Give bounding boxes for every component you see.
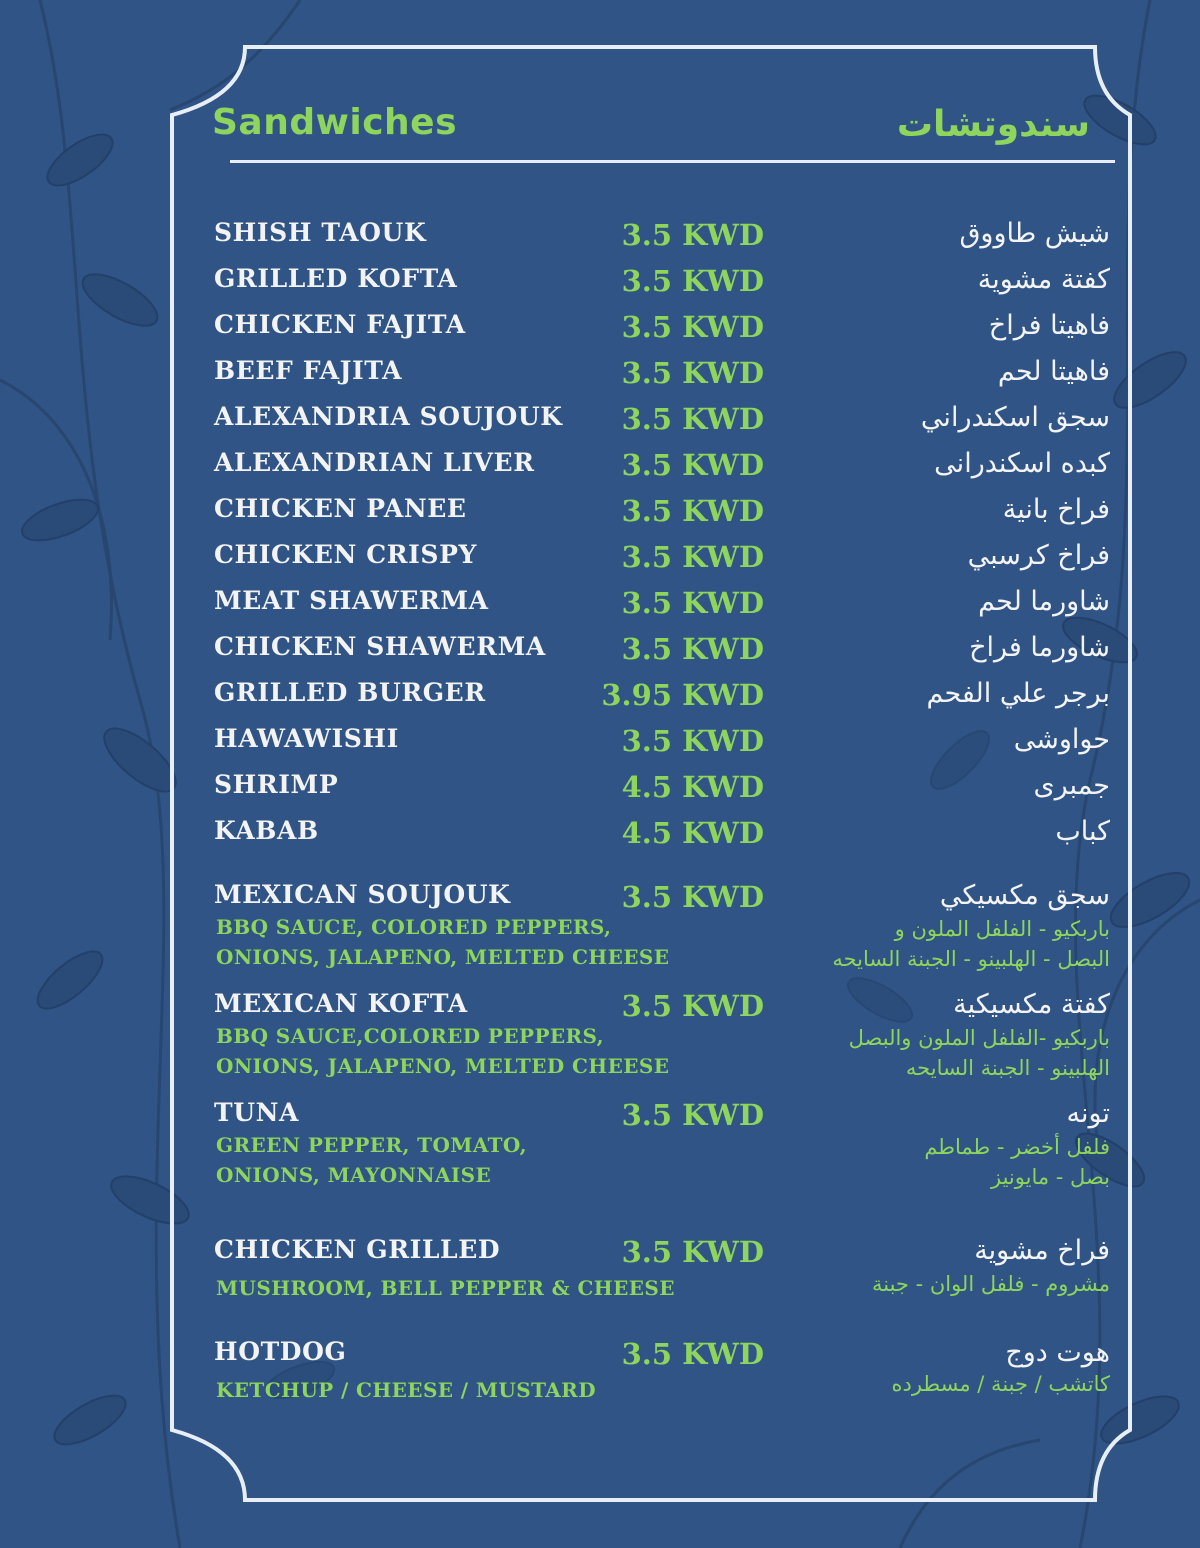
item-name-ar: سجق مكسيكي <box>939 880 1110 911</box>
item-price: 3.5 KWD <box>621 1098 764 1132</box>
section-title-en: Sandwiches <box>212 102 458 143</box>
description-line: باربكيو - الفلفل الملون و <box>894 917 1110 941</box>
item-name-ar: كبده اسكندرانى <box>934 448 1110 479</box>
item-price: 3.5 KWD <box>621 448 764 482</box>
item-name-ar: شاورما لحم <box>978 586 1110 617</box>
item-description-en <box>216 1375 596 1405</box>
item-name-ar: شيش طاووق <box>959 218 1110 249</box>
item-description-en <box>216 912 669 972</box>
item-price: 3.95 KWD <box>601 678 764 712</box>
item-price: 3.5 KWD <box>621 540 764 574</box>
item-name-ar: سجق اسكندراني <box>920 402 1110 433</box>
item-price: 3.5 KWD <box>621 402 764 436</box>
item-price: 3.5 KWD <box>621 264 764 298</box>
item-name: CHICKEN CRISPY <box>214 540 477 569</box>
description-line: مشروم - فلفل الوان - جبنة <box>871 1272 1110 1296</box>
item-name: ALEXANDRIA SOUJOUK <box>214 402 563 431</box>
item-name-ar: فراخ كرسبي <box>967 540 1110 571</box>
item-price: 4.5 KWD <box>621 816 764 850</box>
item-name: ALEXANDRIAN LIVER <box>214 448 535 477</box>
description-line: ONIONS, JALAPENO, MELTED CHEESE <box>216 1054 670 1078</box>
description-line: فلفل أخضر - طماطم <box>924 1135 1110 1159</box>
item-price: 3.5 KWD <box>621 494 764 528</box>
item-description-ar <box>832 914 1110 974</box>
item-description-ar <box>891 1369 1110 1399</box>
description-line: BBQ SAUCE,COLORED PEPPERS, <box>216 1024 605 1048</box>
item-name: BEEF FAJITA <box>214 356 403 385</box>
item-name: MEAT SHAWERMA <box>214 586 489 615</box>
item-price: 3.5 KWD <box>621 356 764 390</box>
description-line: KETCHUP / CHEESE / MUSTARD <box>216 1378 596 1402</box>
item-name: MEXICAN SOUJOUK <box>214 880 511 909</box>
item-name-ar: فراخ بانية <box>1002 494 1110 525</box>
item-name: TUNA <box>214 1098 300 1127</box>
item-name: HAWAWISHI <box>214 724 399 753</box>
description-line: بصل - مايونيز <box>991 1165 1110 1189</box>
item-name-ar: شاورما فراخ <box>969 632 1110 663</box>
item-price: 3.5 KWD <box>621 989 764 1023</box>
item-name-ar: برجر علي الفحم <box>926 678 1110 709</box>
item-name-ar: فاهيتا لحم <box>997 356 1110 387</box>
item-name: KABAB <box>214 816 319 845</box>
item-name-ar: كباب <box>1055 816 1110 847</box>
item-price: 3.5 KWD <box>621 310 764 344</box>
item-name: HOTDOG <box>214 1337 347 1366</box>
description-line: ONIONS, MAYONNAISE <box>216 1163 492 1187</box>
description-line: BBQ SAUCE, COLORED PEPPERS, <box>216 915 612 939</box>
item-name: SHISH TAOUK <box>214 218 427 247</box>
item-name-ar: هوت دوج <box>1005 1337 1110 1368</box>
description-line: GREEN PEPPER, TOMATO, <box>216 1133 527 1157</box>
item-description-ar <box>872 1269 1110 1299</box>
item-description-en <box>216 1021 669 1081</box>
item-name: SHRIMP <box>214 770 339 799</box>
item-name: CHICKEN PANEE <box>214 494 467 523</box>
item-name-ar: كفتة مشوية <box>977 264 1110 295</box>
item-price: 3.5 KWD <box>621 586 764 620</box>
title-divider <box>230 160 1115 163</box>
item-name-ar: فاهيتا فراخ <box>988 310 1110 341</box>
item-name: CHICKEN GRILLED <box>214 1235 501 1264</box>
item-price: 3.5 KWD <box>621 632 764 666</box>
item-price: 4.5 KWD <box>621 770 764 804</box>
item-description-en <box>216 1273 675 1303</box>
item-description-ar <box>849 1023 1110 1083</box>
item-name: CHICKEN SHAWERMA <box>214 632 546 661</box>
description-line: كاتشب / جبنة / مسطرده <box>891 1372 1110 1396</box>
section-title-ar: سندوتشات <box>896 104 1090 145</box>
description-line: ONIONS, JALAPENO, MELTED CHEESE <box>216 945 670 969</box>
item-description-en <box>216 1130 527 1190</box>
item-name-ar: تونه <box>1066 1098 1110 1129</box>
item-name-ar: جمبرى <box>1033 770 1110 801</box>
item-price: 3.5 KWD <box>621 218 764 252</box>
description-line: البصل - الهلبينو - الجبنة السايحه <box>832 947 1110 971</box>
item-name: MEXICAN KOFTA <box>214 989 468 1018</box>
item-price: 3.5 KWD <box>621 724 764 758</box>
item-name-ar: حواوشى <box>1013 724 1110 755</box>
item-price: 3.5 KWD <box>621 1337 764 1371</box>
item-name-ar: فراخ مشوية <box>974 1235 1110 1266</box>
description-line: الهلبينو - الجبنة السايحه <box>905 1056 1110 1080</box>
item-price: 3.5 KWD <box>621 880 764 914</box>
item-name: CHICKEN FAJITA <box>214 310 466 339</box>
item-name-ar: كفتة مكسيكية <box>953 989 1110 1020</box>
description-line: MUSHROOM, BELL PEPPER & CHEESE <box>216 1276 675 1300</box>
item-price: 3.5 KWD <box>621 1235 764 1269</box>
item-name: GRILLED BURGER <box>214 678 486 707</box>
item-description-ar <box>924 1132 1110 1192</box>
description-line: باربكيو -الفلفل الملون والبصل <box>848 1026 1110 1050</box>
item-name: GRILLED KOFTA <box>214 264 458 293</box>
